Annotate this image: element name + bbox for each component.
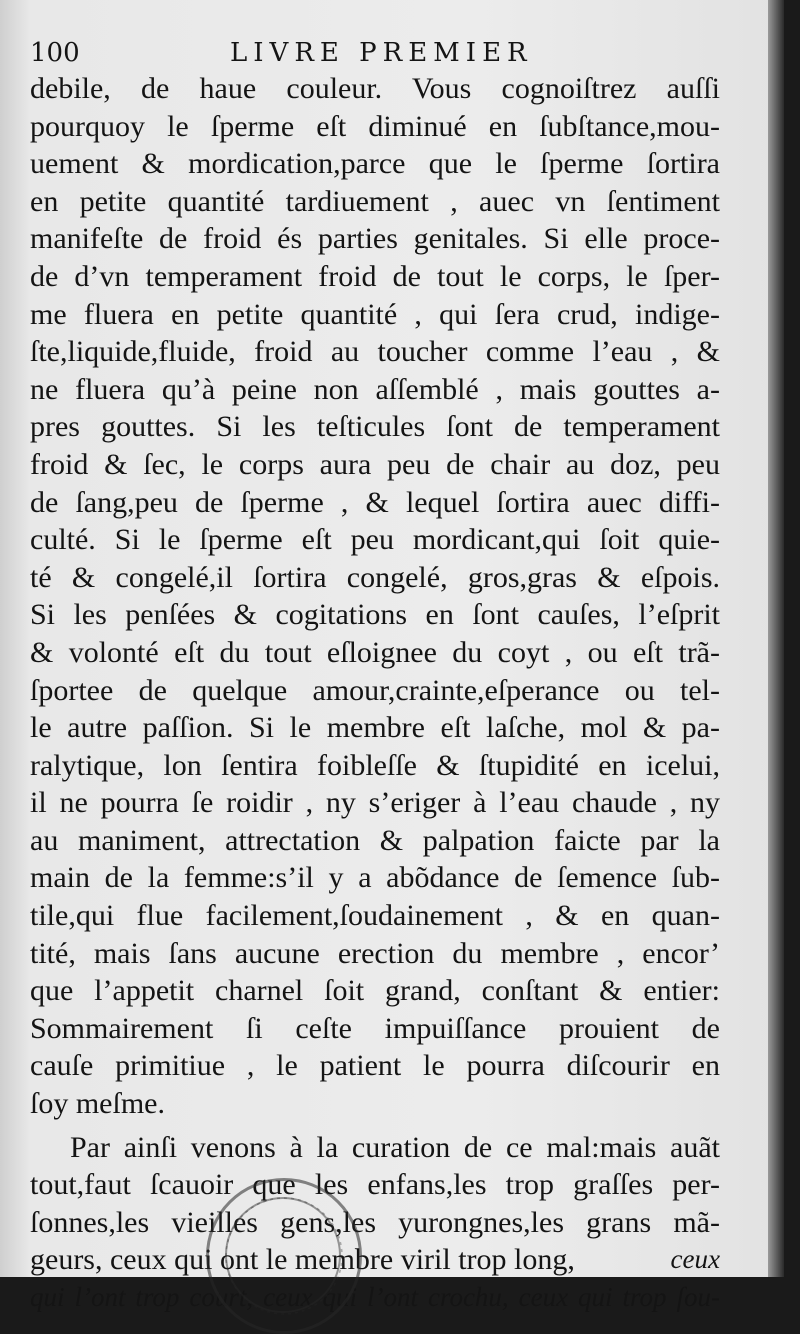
stamp-ring-icon: [209, 1181, 359, 1331]
running-head-title: LIVRE PREMIER: [230, 38, 533, 68]
text-line: uement & mordication,parce que le ſperme ſortira: [30, 147, 720, 181]
text-line: cauſe primitiue , le patient le pourra diſcourir en: [30, 1049, 720, 1083]
text-line: té & congelé,il ſortira congelé, gros,gras & eſpois.: [30, 560, 720, 594]
page-edge: [768, 0, 784, 1277]
text-line: Sommairement ſi ceſte impuiſſance prouient de: [30, 1011, 720, 1045]
page-number: 100: [30, 38, 80, 68]
text-line: ſoy meſme.: [30, 1087, 165, 1121]
running-head: [22, 38, 762, 70]
text-line: ſportee de quelque amour,crainte,eſperance ou tel-: [30, 673, 720, 707]
text-line: au maniment, attrectation & palpation faicte par la: [30, 823, 720, 857]
text-line: que l’appetit charnel ſoit grand, conſtant & entier:: [30, 974, 720, 1008]
text-line: culté. Si le ſperme eſt peu mordicant,qui ſoit quie-: [30, 523, 720, 557]
text-line: Par ainſi venons à la curation de ce mal:mais auãt: [70, 1130, 720, 1164]
text-line: Si les penſées & cogitations en ſont cauſes, l’eſprit: [30, 598, 720, 632]
text-line: ſte,liquide,fluide, froid au toucher comme l’eau , &: [30, 335, 720, 369]
text-line: tile,qui flue facilement,ſoudainement , & en quan-: [30, 899, 720, 933]
text-line: [30, 1241, 720, 1279]
text-line: main de la femme:s’il y a abõdance de ſemence ſub-: [30, 861, 720, 895]
text-line: de ſang,peu de ſperme , & lequel ſortira auec diffi-: [30, 485, 720, 519]
library-stamp: [206, 1178, 362, 1334]
text-line: pourquoy le ſperme eſt diminué en ſubſtance,mou-: [30, 109, 720, 143]
text-line: tout,faut ſcauoir que les enfans,les trop graſſes per-: [30, 1168, 720, 1202]
text-line: de d’vn temperament froid de tout le corps, le ſper-: [30, 259, 720, 293]
text-segment: geurs, ceux qui ont le membre viril trop long,: [30, 1243, 575, 1277]
text-line: & volonté eſt du tout eſloignee du coyt , ou eſt trã-: [30, 635, 720, 669]
italic-line: qui l’ont trop court, ceux qui l’ont crochu, ceux qui trop ſou-: [30, 1282, 720, 1312]
text-line: il ne pourra ſe roidir , ny s’eriger à l’eau chaude , ny: [30, 786, 720, 820]
text-line: tité, mais ſans aucune erection du membre , encor’: [30, 936, 720, 970]
text-line: le autre paſſion. Si le membre eſt laſche, mol & pa-: [30, 711, 720, 745]
italic-segment: ceux: [670, 1244, 720, 1275]
text-line: ſonnes,les vieilles gens,les yurongnes,les grans mã-: [30, 1205, 720, 1239]
body-text: [30, 70, 720, 1317]
text-line: pres gouttes. Si les teſticules ſont de temperament: [30, 410, 720, 444]
text-line: ralytique, lon ſentira foibleſſe & ſtupidité en icelui,: [30, 748, 720, 782]
text-line: froid & ſec, le corps aura peu de chair au doz, peu: [30, 447, 720, 481]
text-line: debile, de haue couleur. Vous cognoiſtrez auſſi: [30, 72, 720, 105]
text-line: en petite quantité tardiuement , auec vn ſentiment: [30, 184, 720, 218]
text-line: ne fluera qu’à peine non aſſemblé , mais gouttes a-: [30, 372, 720, 406]
text-line: me fluera en petite quantité , qui ſera crud, indige-: [30, 297, 720, 331]
text-line: manifeſte de froid és parties genitales. Si elle proce-: [30, 222, 720, 256]
